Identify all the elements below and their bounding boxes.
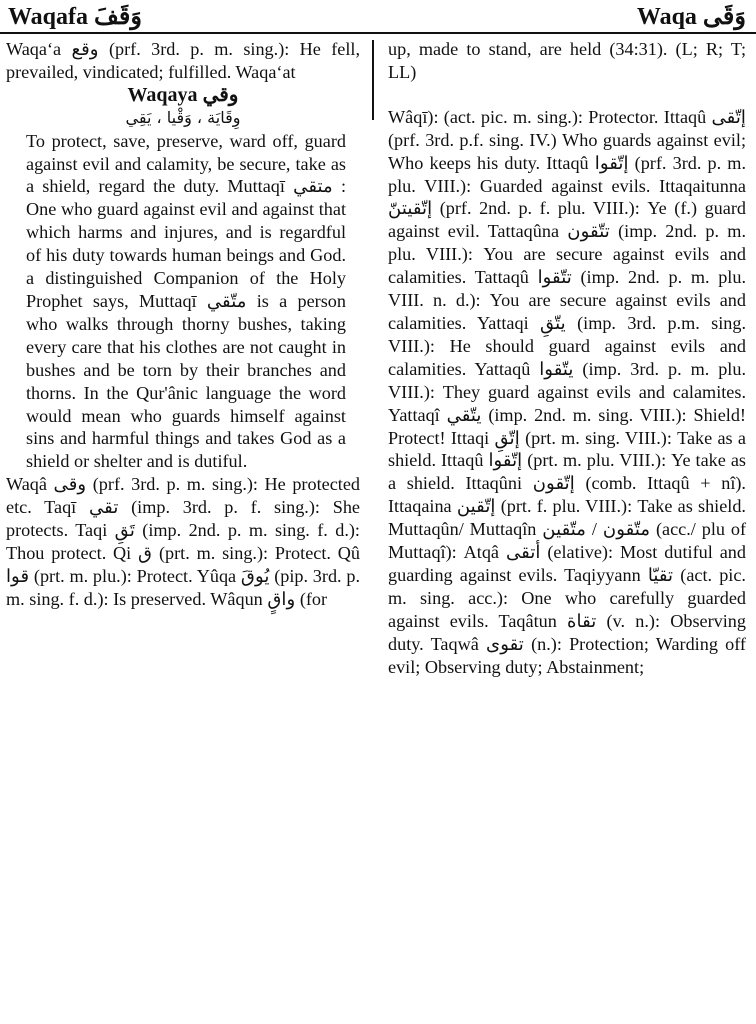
entry-waqaa: Waqa‘a وقع (prf. 3rd. p. m. sing.): He fell, prevailed, vindicated; fulfilled. Waqa‘at <box>6 39 360 82</box>
column-rule <box>372 40 374 120</box>
entry-waqa: Waqâ وقى (prf. 3rd. p. m. sing.): He protected etc. Taqī تقي (imp. 3rd. p. f. sing.): She protects. Taqi تَقِ (imp. 2nd. p. m. sing. f. d.): Thou protect. Qi ق (prt. m. sing.): Protect. Qû قوا (prt. m. plu.): Protect. Yûqa يُوقَ (pip. 3rd. p. m. sing. f. d.): Is preserved. Wâqun واقٍ (for <box>6 474 360 609</box>
root-forms: وِقَايَة ، وَقْيا ، يَقِي <box>125 107 241 127</box>
header-left: Waqafa وَقَفَ <box>8 4 142 30</box>
right-column <box>388 38 746 678</box>
page-header <box>0 0 756 34</box>
root-definition: To protect, save, preserve, ward off, guard against evil and calamity, be secure, take as a shield, regard the duty. Muttaqī متقي : One who guard against evil and against that which harms and injures, and is regardful of his duty towards human beings and God. a distinguished Companion of the Holy Prophet says, Muttaqī متّقي is a person who walks through thorny bushes, taking every care that his clothes are not caught in bushes and be torn by their branches and thorns. In the Qur'ânic language the word would mean who guards himself against sins and harmful things and takes God as a shield or shelter and is dutiful. <box>26 130 346 472</box>
root-heading: Waqaya وقي <box>127 83 239 106</box>
left-column <box>6 38 360 611</box>
header-right: Waqa وَقَى <box>636 4 746 30</box>
entry-waqi-forms: Wâqī): (act. pic. m. sing.): Protector. Ittaqû إتّقى (prf. 3rd. p.f. sing. IV.) Who guards against evil; Who keeps his duty. Ittaqû إتّقوا (prf. 3rd. p. m. plu. VIII.): Guarded against evils. Ittaqaitunna إتّقيتنّ (prf. 2nd. p. f. plu. VIII.): Ye (f.) guard against evil. Tattaqûna تتّقون (imp. 2nd. p. m. plu. VIII.): You are secure against evils and calamities. Tattaqû تتّقوا (imp. 2nd. p. m. plu. VIII. n. d.): You are secure against evils and calamities. Yattaqi يتّقِ (imp. 3rd. p.m. sing. VIII.): He should guard against evils and calamities. Yattaqû يتّقوا (imp. 3rd. p. m. plu. VIII.): They guard against evils and calamites. Yattaqî يتّقي (imp. 2nd. m. sing. VIII.): Shield! Protect! Ittaqi إتّقِ (prt. m. sing. VIII.): Take as a shield. Ittaqû إتّقوا (prt. m. plu. VIII.): Ye take as a shield. Ittaqûni إتّقون (comb. Ittaqû + nî). Ittaqaina إتّقين (prt. f. plu. VIII.): Take as shield. Muttaqûn/ Muttaqîn متّقون / متّقين (acc./ plu of Muttaqî): Atqâ أتقى (elative): Most dutiful and guarding against evils. Taqiyyann تقيّا (act. pic. m. sing. acc.): One who carefully guarded against evils. Taqâtun تقاة (v. n.): Observing duty. Taqwâ تقوى (n.): Protection; Warding off evil; Observing duty; Abstainment; <box>388 106 747 677</box>
continuation-text: up, made to stand, are held (34:31). (L; R; T; LL) <box>388 39 746 82</box>
